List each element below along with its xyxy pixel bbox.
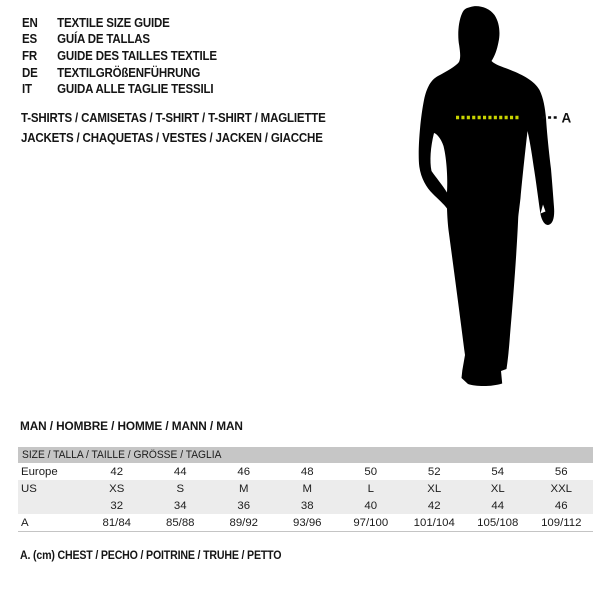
language-title: GUIDE DES TAILLES TEXTILE (57, 47, 217, 63)
size-table-header (18, 447, 593, 463)
table-cell: 42 (110, 465, 124, 478)
table-cell: 105/108 (477, 516, 519, 529)
table-row-numeric (18, 497, 593, 514)
product-line-tshirts: T-SHIRTS / CAMISETAS / T-SHIRT / T-SHIRT / MAGLIETTE (21, 110, 326, 125)
table-cell: 97/100 (353, 516, 389, 529)
table-cell: 52 (427, 465, 441, 478)
size-table-header-label: SIZE / TALLA / TAILLE / GRÖSSE / TAGLIA (22, 449, 222, 461)
table-row-europe (18, 463, 593, 480)
table-cell: L (367, 482, 374, 495)
language-code: DE (22, 64, 38, 80)
table-cell: XL (427, 482, 442, 495)
table-cell: 44 (173, 465, 187, 478)
language-code: EN (22, 14, 38, 30)
measurement-footnote: A. (cm) CHEST / PECHO / POITRINE / TRUHE / PETTO (20, 548, 282, 562)
language-code: ES (22, 31, 38, 47)
language-legend (22, 14, 217, 97)
table-row-us (18, 480, 593, 497)
language-row-en (22, 14, 217, 31)
table-cell: XXL (550, 482, 573, 495)
table-cell: 56 (554, 465, 568, 478)
table-cell: 81/84 (102, 516, 131, 529)
table-cell: 89/92 (229, 516, 258, 529)
table-cell: 40 (364, 499, 378, 512)
table-cell: M (302, 482, 312, 495)
language-row-it (22, 80, 217, 97)
table-cell: XS (109, 482, 125, 495)
table-cell: S (176, 482, 185, 495)
table-cell: 54 (491, 465, 505, 478)
language-code: FR (22, 47, 38, 63)
language-row-de (22, 64, 217, 81)
product-categories (21, 108, 326, 148)
table-row-chest-a (18, 514, 593, 531)
table-cell: 48 (300, 465, 314, 478)
language-code: IT (22, 81, 32, 97)
language-title: GUÍA DE TALLAS (57, 31, 150, 47)
table-cell: M (239, 482, 249, 495)
table-cell: 101/104 (413, 516, 455, 529)
table-cell: 109/112 (541, 516, 582, 529)
table-cell: 46 (237, 465, 251, 478)
table-cell: 85/88 (165, 516, 195, 529)
table-cell: 50 (364, 465, 378, 478)
language-row-fr (22, 47, 217, 64)
table-cell: 36 (237, 499, 251, 512)
product-line-jackets: JACKETS / CHAQUETAS / VESTES / JACKEN / GIACCHE (21, 129, 323, 145)
table-cell: 44 (491, 499, 505, 512)
row-label: A (21, 516, 29, 529)
language-row-es (22, 31, 217, 48)
table-cell: 34 (173, 499, 187, 512)
size-table (18, 447, 593, 532)
language-title: TEXTILGRÖßENFÜHRUNG (57, 64, 201, 80)
table-cell: 38 (300, 499, 314, 512)
table-cell: 93/96 (292, 516, 322, 529)
row-label: US (21, 482, 37, 495)
section-heading-man: MAN / HOMBRE / HOMME / MANN / MAN (20, 419, 243, 433)
table-cell: 32 (110, 499, 124, 512)
measurement-label-a: A (561, 110, 572, 126)
table-cell: 46 (554, 499, 568, 512)
man-silhouette (419, 6, 554, 386)
table-cell: XL (490, 482, 505, 495)
language-title: TEXTILE SIZE GUIDE (57, 14, 170, 30)
language-title: GUIDA ALLE TAGLIE TESSILI (57, 81, 214, 97)
row-label: Europe (21, 465, 58, 478)
table-cell: 42 (427, 499, 441, 512)
